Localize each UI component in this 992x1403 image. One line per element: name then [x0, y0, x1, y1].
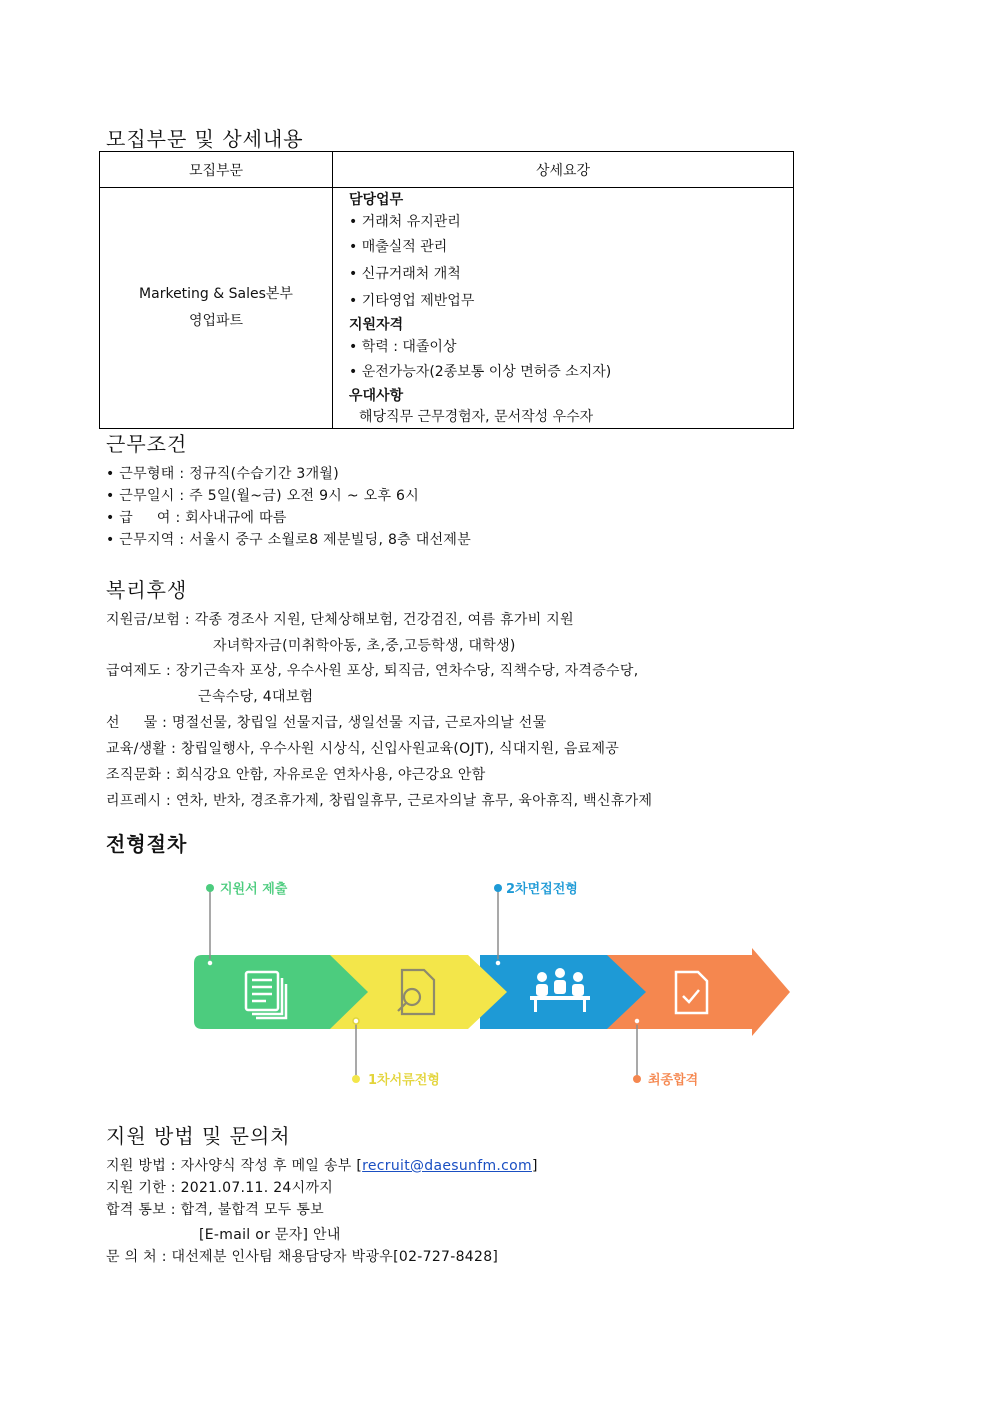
welfare-line: 리프레시 : 연차, 반차, 경조휴가제, 창립일휴무, 근로자의날 휴무, 육아휴직, 백신휴가제 [106, 793, 653, 809]
callout-dot [633, 1075, 641, 1083]
recruit-table [99, 151, 794, 429]
callout-dot [207, 960, 213, 966]
pref-title: 우대사항 [349, 388, 404, 404]
step-label-interview: 2차면접전형 [506, 882, 578, 897]
apply-contact: 문 의 처 : 대선제분 인사팀 채용담당자 박광우[02-727-8428] [106, 1249, 499, 1265]
condition-item: • 근무지역 : 서울시 중구 소월로8 제분빌딩, 8층 대선제분 [106, 532, 472, 548]
duty-item: • 매출실적 관리 [349, 239, 448, 255]
welfare-line: 자녀학자금(미취학아동, 초,중,고등학생, 대학생) [213, 638, 516, 654]
apply-deadline: 지원 기한 : 2021.07.11. 24시까지 [106, 1180, 334, 1196]
callout-dot [353, 1018, 359, 1024]
apply-method [106, 1155, 538, 1175]
welfare-line: 교육/생활 : 창립일행사, 우수사원 시상식, 신입사원교육(OJT), 식대지원, 음료제공 [106, 741, 620, 757]
qual-title: 지원자격 [349, 317, 404, 333]
pref-text: 해당직무 근무경험자, 문서작성 우수자 [359, 409, 594, 425]
conditions-heading: 근무조건 [106, 432, 188, 456]
dept-part: 영업파트 [188, 313, 244, 329]
welfare-line: 급여제도 : 장기근속자 포상, 우수사원 포상, 퇴직금, 연차수당, 직책수당, 자격증수당, [106, 663, 639, 679]
duty-item: • 거래처 유지관리 [349, 214, 461, 230]
step-label-document-screening: 1차서류전형 [368, 1073, 440, 1088]
dept-cell [100, 188, 333, 429]
step-label-application: 지원서 제출 [220, 882, 288, 897]
welfare-line: 선 물 : 명절선물, 창립일 선물지급, 생일선물 지급, 근로자의날 선물 [106, 715, 547, 731]
welfare-heading: 복리후생 [106, 578, 188, 602]
step-label-final: 최종합격 [648, 1073, 699, 1088]
dept-name: Marketing & Sales본부 [139, 286, 293, 302]
condition-item: • 근무형태 : 정규직(수습기간 3개월) [106, 466, 340, 482]
duty-item: • 신규거래처 개척 [349, 266, 461, 282]
callout-dot [352, 1075, 360, 1083]
qual-item: • 운전가능자(2종보통 이상 면허증 소지자) [349, 364, 612, 380]
apply-heading: 지원 방법 및 문의처 [106, 1124, 291, 1148]
duty-title: 담당업무 [349, 192, 404, 208]
condition-item: • 급 여 : 회사내규에 따름 [106, 510, 287, 526]
duty-item: • 기타영업 제반업무 [349, 293, 475, 309]
col-detail-header: 상세요강 [333, 152, 794, 188]
welfare-line: 지원금/보험 : 각종 경조사 지원, 단체상해보험, 건강검진, 여름 휴가비 지원 [106, 612, 574, 628]
apply-notice-detail: [E-mail or 문자] 안내 [199, 1227, 341, 1243]
col-dept-header: 모집부문 [100, 152, 333, 188]
apply-notice: 합격 통보 : 합격, 불합격 모두 통보 [106, 1202, 324, 1218]
detail-cell [333, 188, 794, 429]
callout-dot [495, 960, 501, 966]
condition-item: • 근무일시 : 주 5일(월~금) 오전 9시 ~ 오후 6시 [106, 488, 420, 504]
callout-dot [634, 1018, 640, 1024]
apply-method-end: ] [531, 1158, 538, 1174]
welfare-line: 근속수당, 4대보험 [198, 689, 314, 705]
recruit-email-link[interactable]: recruit@daesunfm.com [362, 1158, 532, 1174]
recruit-heading: 모집부문 및 상세내용 [106, 127, 304, 151]
callout-dot [206, 884, 214, 892]
callout-dot [494, 884, 502, 892]
qual-item: • 학력 : 대졸이상 [349, 339, 457, 355]
welfare-line: 조직문화 : 회식강요 안함, 자유로운 연차사용, 야근강요 안함 [106, 767, 486, 783]
apply-method-text: 지원 방법 : 자사양식 작성 후 메일 송부 [ [106, 1158, 363, 1174]
process-heading: 전형절차 [106, 832, 188, 856]
process-diagram [180, 870, 800, 1100]
